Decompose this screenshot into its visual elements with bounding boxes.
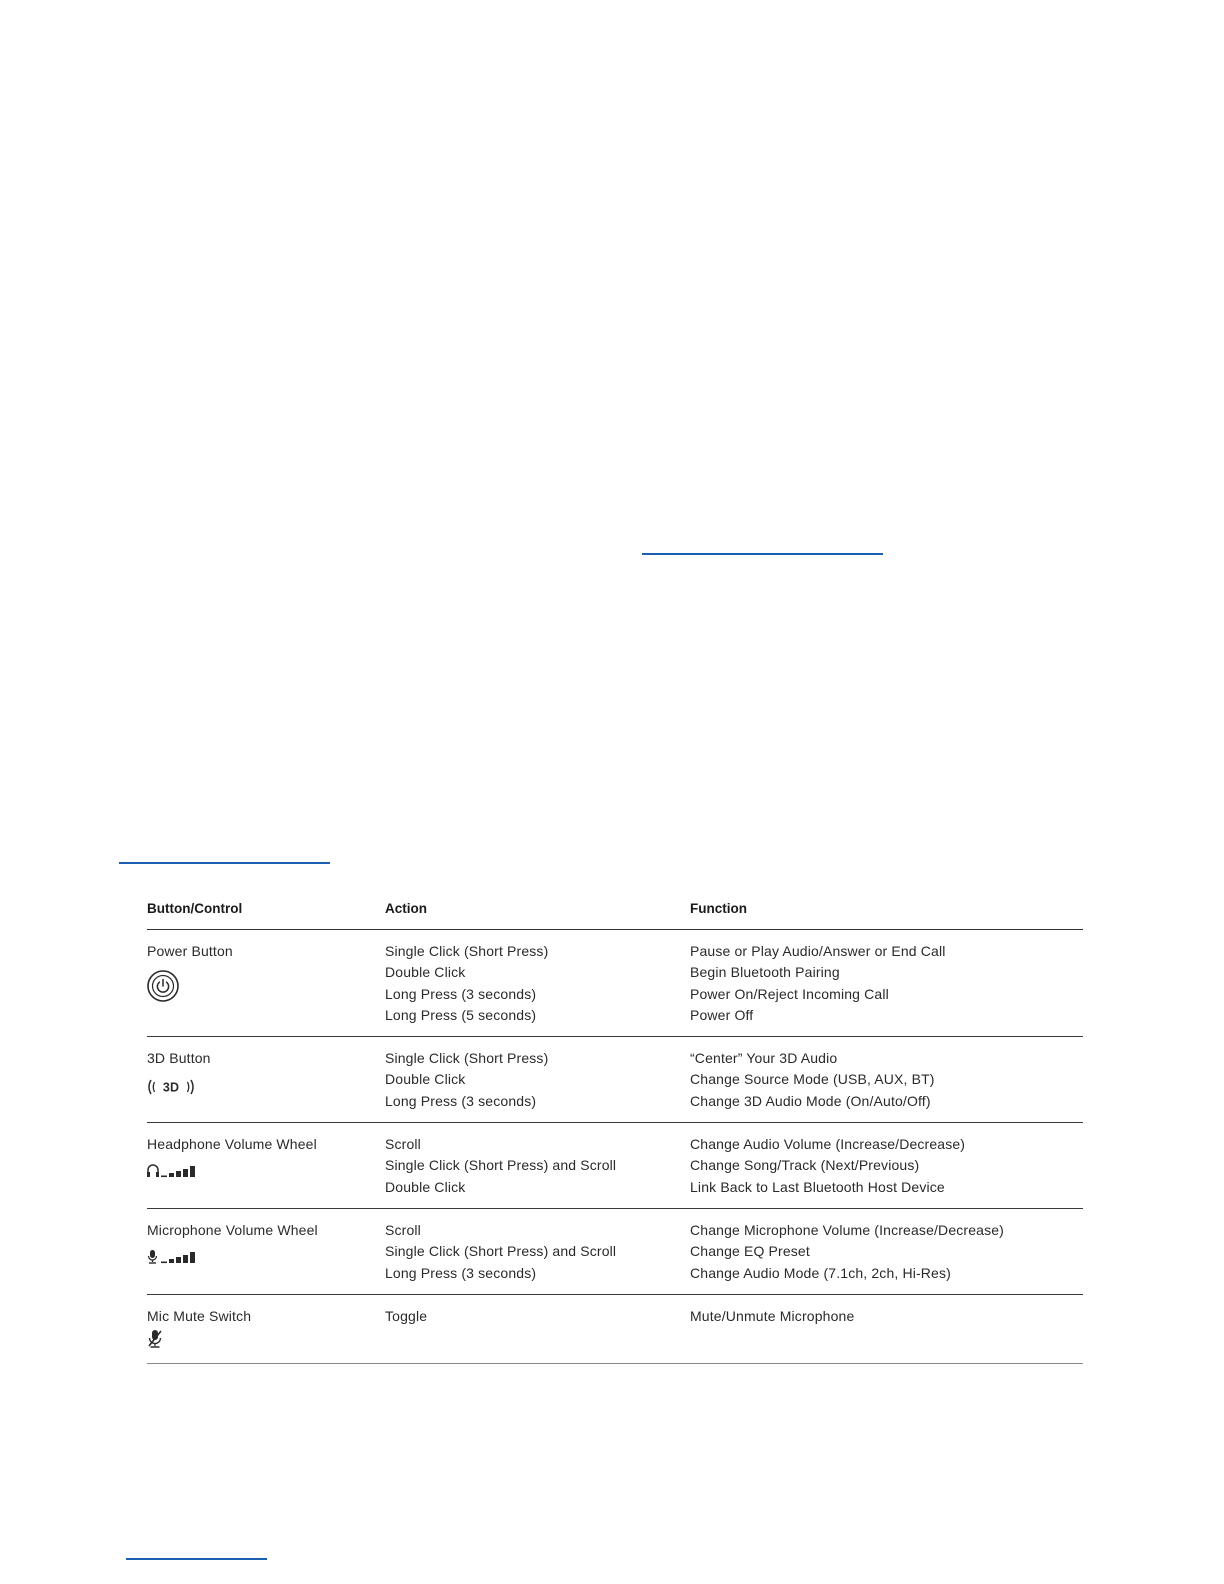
function-cell (690, 1306, 1083, 1363)
action-line: Single Click (Short Press) (385, 1050, 549, 1066)
power-icon (147, 970, 385, 1004)
function-line: Power Off (690, 1006, 754, 1023)
action-line: Double Click (385, 1178, 466, 1195)
action-line: Long Press (3 seconds) (385, 1264, 537, 1281)
function-cell (690, 1220, 1083, 1294)
function-cell (690, 1134, 1083, 1208)
table-header (147, 895, 1083, 930)
header-action: Action (385, 901, 427, 916)
function-line: Change Audio Mode (7.1ch, 2ch, Hi-Res) (690, 1264, 951, 1281)
function-line: Begin Bluetooth Pairing (690, 964, 840, 981)
action-cell (385, 1048, 690, 1122)
3d-icon-label: 3D (162, 1080, 180, 1095)
function-line: Pause or Play Audio/Answer or End Call (690, 943, 946, 959)
controls-table (147, 895, 1083, 1364)
control-name: 3D Button (147, 1050, 211, 1066)
action-cell (385, 1220, 690, 1294)
action-line: Toggle (385, 1308, 428, 1324)
action-line: Double Click (385, 1071, 466, 1088)
function-line: Change Audio Volume (Increase/Decrease) (690, 1136, 966, 1152)
action-line: Scroll (385, 1136, 421, 1152)
table-row (147, 1295, 1083, 1364)
function-line: Change EQ Preset (690, 1243, 810, 1260)
mic-mute-icon (147, 1329, 385, 1349)
control-name: Headphone Volume Wheel (147, 1136, 317, 1152)
function-line: “Center” Your 3D Audio (690, 1050, 838, 1066)
action-line: Single Click (Short Press) (385, 943, 549, 959)
table-row (147, 1037, 1083, 1123)
control-cell (147, 1048, 385, 1122)
control-cell (147, 1134, 385, 1208)
action-line: Single Click (Short Press) and Scroll (385, 1157, 617, 1174)
action-line: Long Press (3 seconds) (385, 1092, 537, 1109)
function-cell (690, 1048, 1083, 1122)
control-name: Microphone Volume Wheel (147, 1222, 318, 1238)
hyperlink-underline[interactable] (119, 862, 330, 864)
table-row (147, 930, 1083, 1037)
action-line: Long Press (5 seconds) (385, 1006, 537, 1023)
hyperlink-underline[interactable] (126, 1558, 267, 1560)
action-cell (385, 1306, 690, 1363)
action-line: Long Press (3 seconds) (385, 985, 537, 1002)
action-line: Double Click (385, 964, 466, 981)
table-row (147, 1209, 1083, 1295)
action-cell (385, 1134, 690, 1208)
function-line: Change 3D Audio Mode (On/Auto/Off) (690, 1092, 931, 1109)
control-cell (147, 941, 385, 1036)
hyperlink-underline[interactable] (642, 553, 883, 555)
control-cell (147, 1220, 385, 1294)
header-control: Button/Control (147, 901, 243, 916)
control-cell (147, 1306, 385, 1363)
action-cell (385, 941, 690, 1036)
function-line: Link Back to Last Bluetooth Host Device (690, 1178, 945, 1195)
header-function: Function (690, 901, 747, 916)
microphone-volume-icon (147, 1249, 385, 1265)
function-line: Change Song/Track (Next/Previous) (690, 1157, 920, 1174)
action-line: Single Click (Short Press) and Scroll (385, 1243, 617, 1260)
function-cell (690, 941, 1083, 1036)
function-line: Mute/Unmute Microphone (690, 1308, 855, 1324)
function-line: Change Source Mode (USB, AUX, BT) (690, 1071, 935, 1088)
function-line: Change Microphone Volume (Increase/Decrease) (690, 1222, 1004, 1238)
headphone-volume-icon (147, 1163, 385, 1179)
control-name: Mic Mute Switch (147, 1308, 252, 1324)
function-line: Power On/Reject Incoming Call (690, 985, 889, 1002)
action-line: Scroll (385, 1222, 421, 1238)
table-row (147, 1123, 1083, 1209)
3d-icon (147, 1077, 385, 1097)
control-name: Power Button (147, 943, 233, 959)
